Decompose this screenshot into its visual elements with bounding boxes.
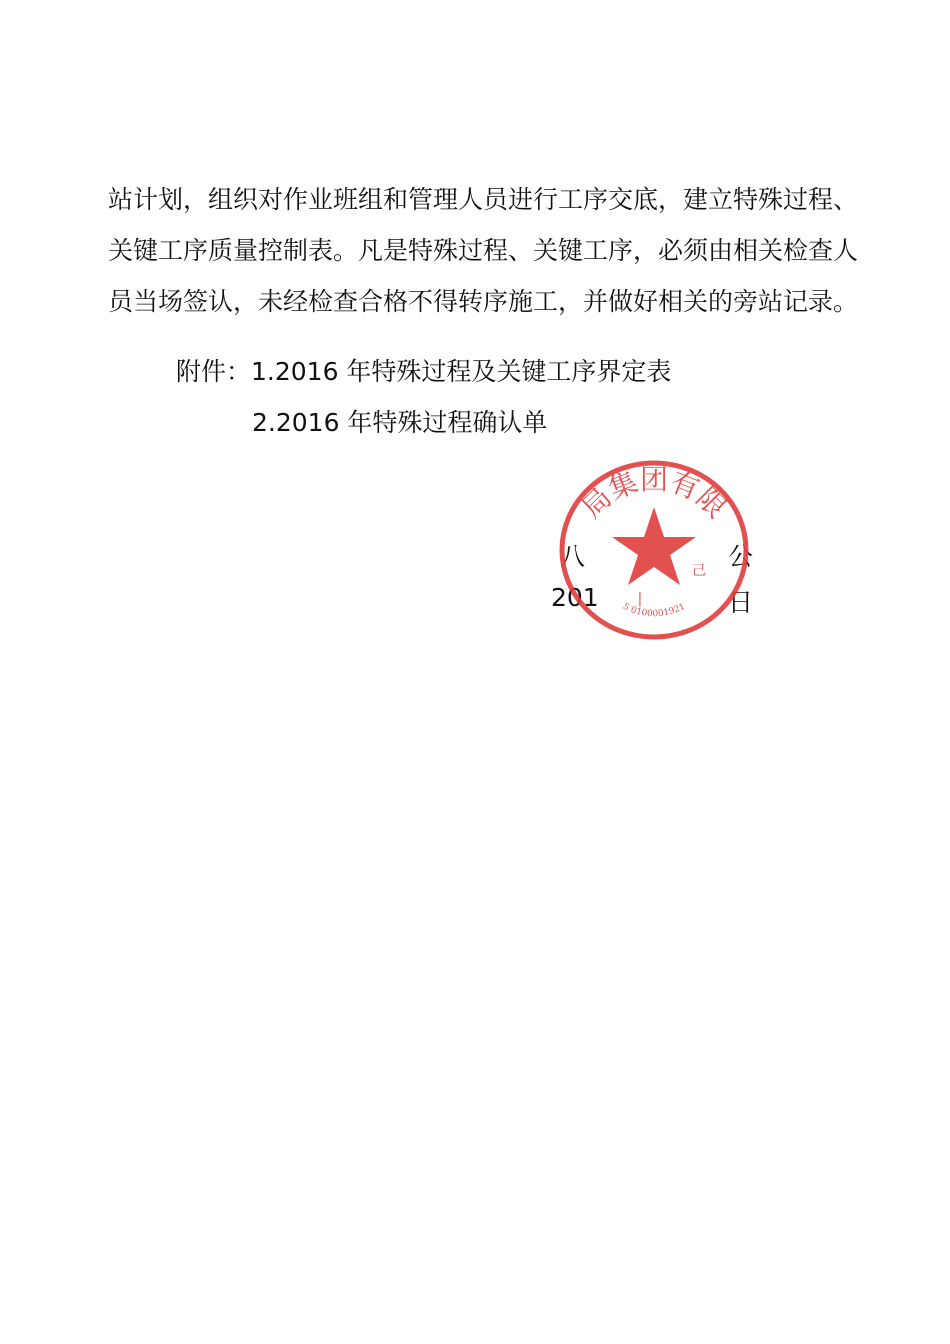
signature-date-fragment: 201 <box>551 583 599 612</box>
seal-fragment-glyph: 丨 <box>632 590 649 609</box>
seal-fragment-glyph: 己 <box>692 563 706 579</box>
paragraph-line: 站计划，组织对作业班组和管理人员进行工序交底，建立特殊过程、 <box>108 185 859 214</box>
paragraph-line: 员当场签认，未经检查合格不得转序施工，并做好相关的旁站记录。 <box>108 287 859 316</box>
paragraph-line: 关键工序质量控制表。凡是特殊过程、关键工序，必须由相关检查人 <box>108 236 859 265</box>
seal-serial-text: 5 0100001921 <box>621 601 687 620</box>
signature-org-fragment: 八 <box>560 542 586 571</box>
star-icon <box>612 507 696 585</box>
body-paragraph <box>108 174 859 327</box>
signature-date-fragment: 日 <box>728 588 754 617</box>
official-seal <box>554 455 754 645</box>
seal-arc-text: 局集团有限 <box>575 463 733 525</box>
attachment-item-1: 附件：1.2016 年特殊过程及关键工序界定表 <box>176 357 672 386</box>
attachment-item-2: 2.2016 年特殊过程确认单 <box>252 408 548 437</box>
signature-org-fragment: 公 <box>728 542 754 571</box>
